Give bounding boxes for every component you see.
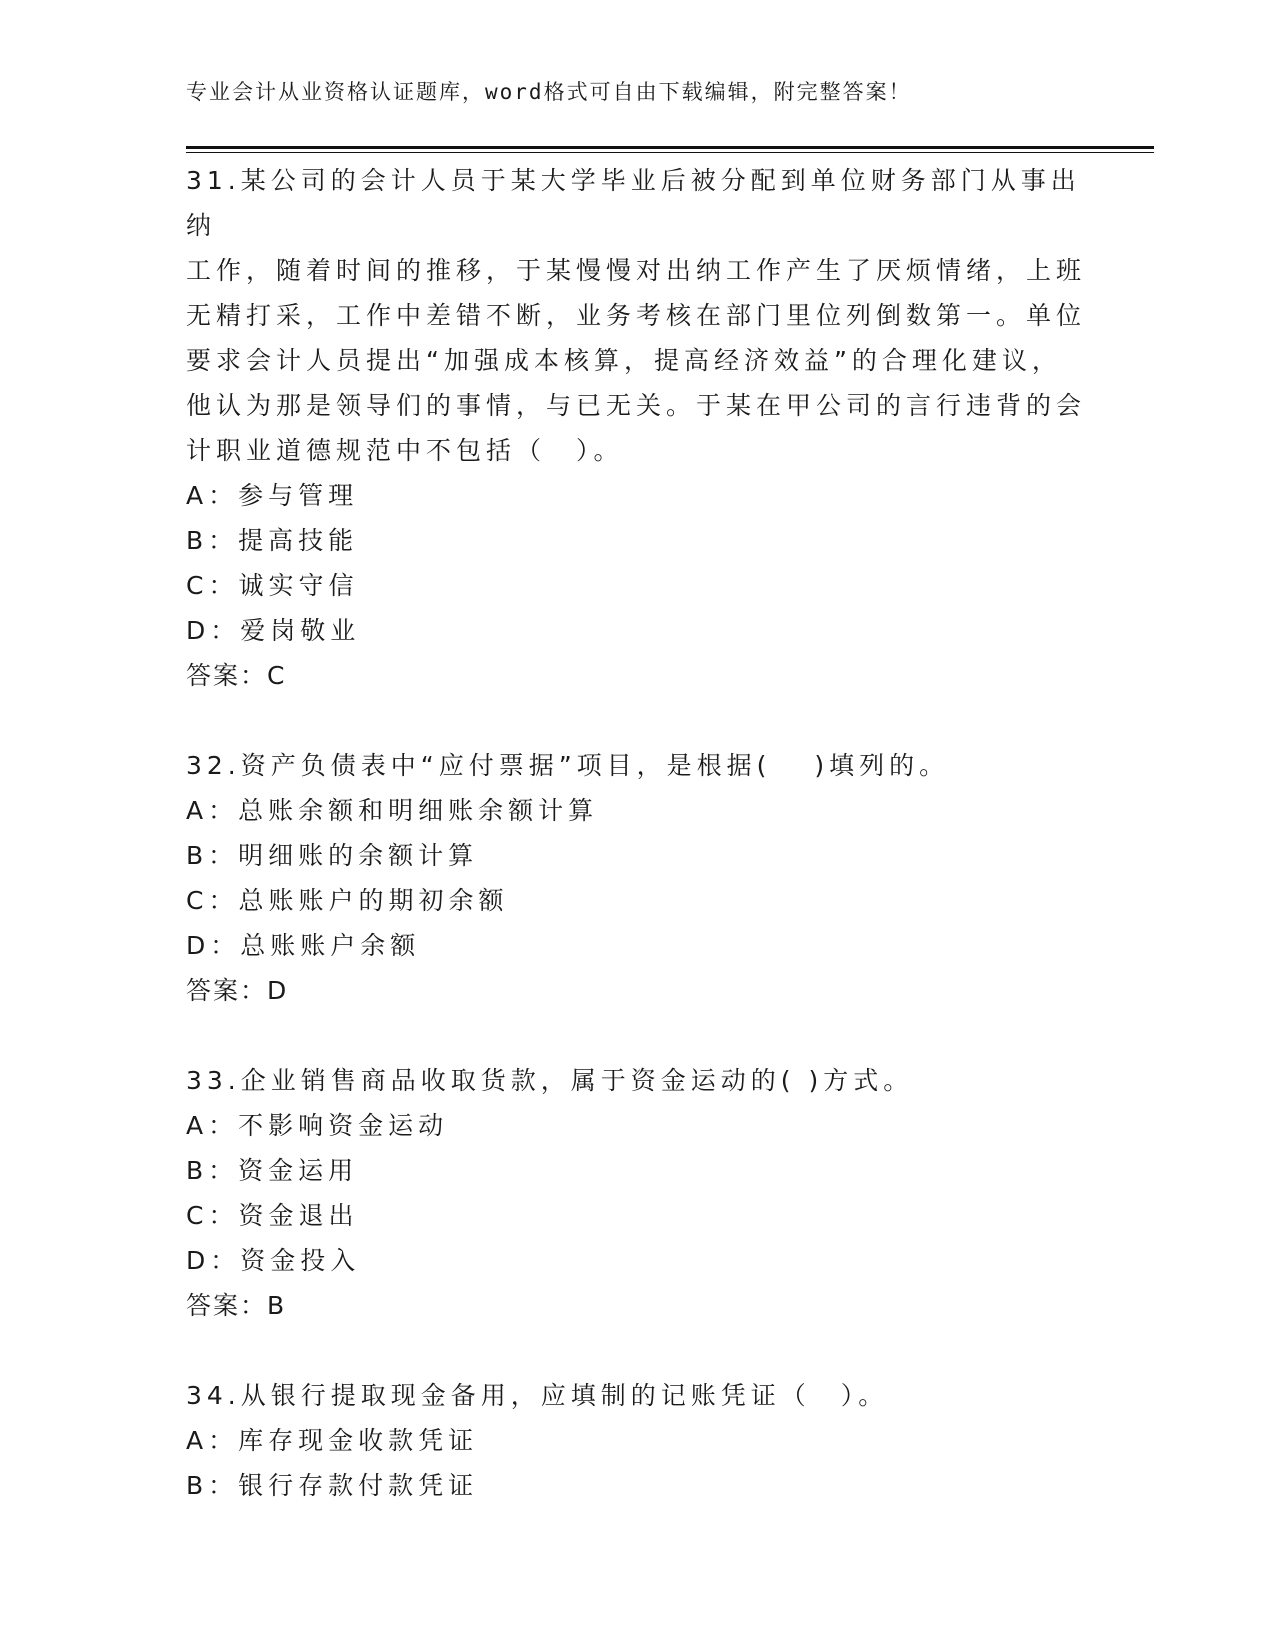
header-divider-thin: [186, 152, 1154, 153]
option-b: B：提高技能: [186, 526, 359, 555]
question-stem-line: 计职业道德规范中不包括（ ）。: [186, 436, 624, 465]
question-list: [186, 158, 1086, 1508]
answer-label: 答案：: [186, 661, 268, 690]
answer-value: B: [267, 1291, 285, 1320]
question-spacer: [186, 1013, 1086, 1058]
option-a: A：库存现金收款凭证: [186, 1426, 479, 1455]
option-b: B：明细账的余额计算: [186, 841, 479, 870]
question-spacer: [186, 698, 1086, 743]
question-spacer: [186, 1328, 1086, 1373]
answer-label: 答案：: [186, 976, 268, 1005]
answer-line: [186, 1283, 1086, 1328]
option-b: B：资金运用: [186, 1156, 359, 1185]
header-divider-thick: [186, 146, 1154, 149]
answer-value: D: [267, 976, 287, 1005]
question-32: [186, 743, 1086, 1013]
page-header: 专业会计从业资格认证题库，word格式可自由下载编辑，附完整答案！: [186, 80, 912, 104]
option-c: C：资金退出: [186, 1201, 359, 1230]
option-c: C：总账账户的期初余额: [186, 886, 509, 915]
answer-line: [186, 968, 1086, 1013]
question-33: [186, 1058, 1086, 1328]
option-d: D：爱岗敬业: [186, 616, 361, 645]
question-stem-line: 无精打采，工作中差错不断，业务考核在部门里位列倒数第一。单位: [186, 301, 1087, 330]
question-31: [186, 158, 1086, 698]
option-a: A：总账余额和明细账余额计算: [186, 796, 599, 825]
answer-value: C: [267, 661, 285, 690]
answer-line: [186, 653, 1086, 698]
option-d: D：总账账户余额: [186, 931, 421, 960]
answer-label: 答案：: [186, 1291, 268, 1320]
option-c: C：诚实守信: [186, 571, 359, 600]
question-stem-line: 31.某公司的会计人员于某大学毕业后被分配到单位财务部门从事出纳: [186, 166, 1081, 240]
question-stem-line: 要求会计人员提出“加强成本核算，提高经济效益”的合理化建议，: [186, 346, 1062, 375]
question-34: [186, 1373, 1086, 1508]
question-stem-line: 工作，随着时间的推移，于某慢慢对出纳工作产生了厌烦情绪，上班: [186, 256, 1087, 285]
option-b: B：银行存款付款凭证: [186, 1471, 479, 1500]
option-d: D：资金投入: [186, 1246, 361, 1275]
option-a: A：参与管理: [186, 481, 359, 510]
question-stem-line: 他认为那是领导们的事情，与已无关。于某在甲公司的言行违背的会: [186, 391, 1087, 420]
option-a: A：不影响资金运动: [186, 1111, 449, 1140]
question-stem-line: 32.资产负债表中“应付票据”项目，是根据( )填列的。: [186, 751, 950, 780]
question-stem-line: 34.从银行提取现金备用，应填制的记账凭证（ ）。: [186, 1381, 889, 1410]
question-stem-line: 33.企业销售商品收取货款，属于资金运动的( )方式。: [186, 1066, 914, 1095]
